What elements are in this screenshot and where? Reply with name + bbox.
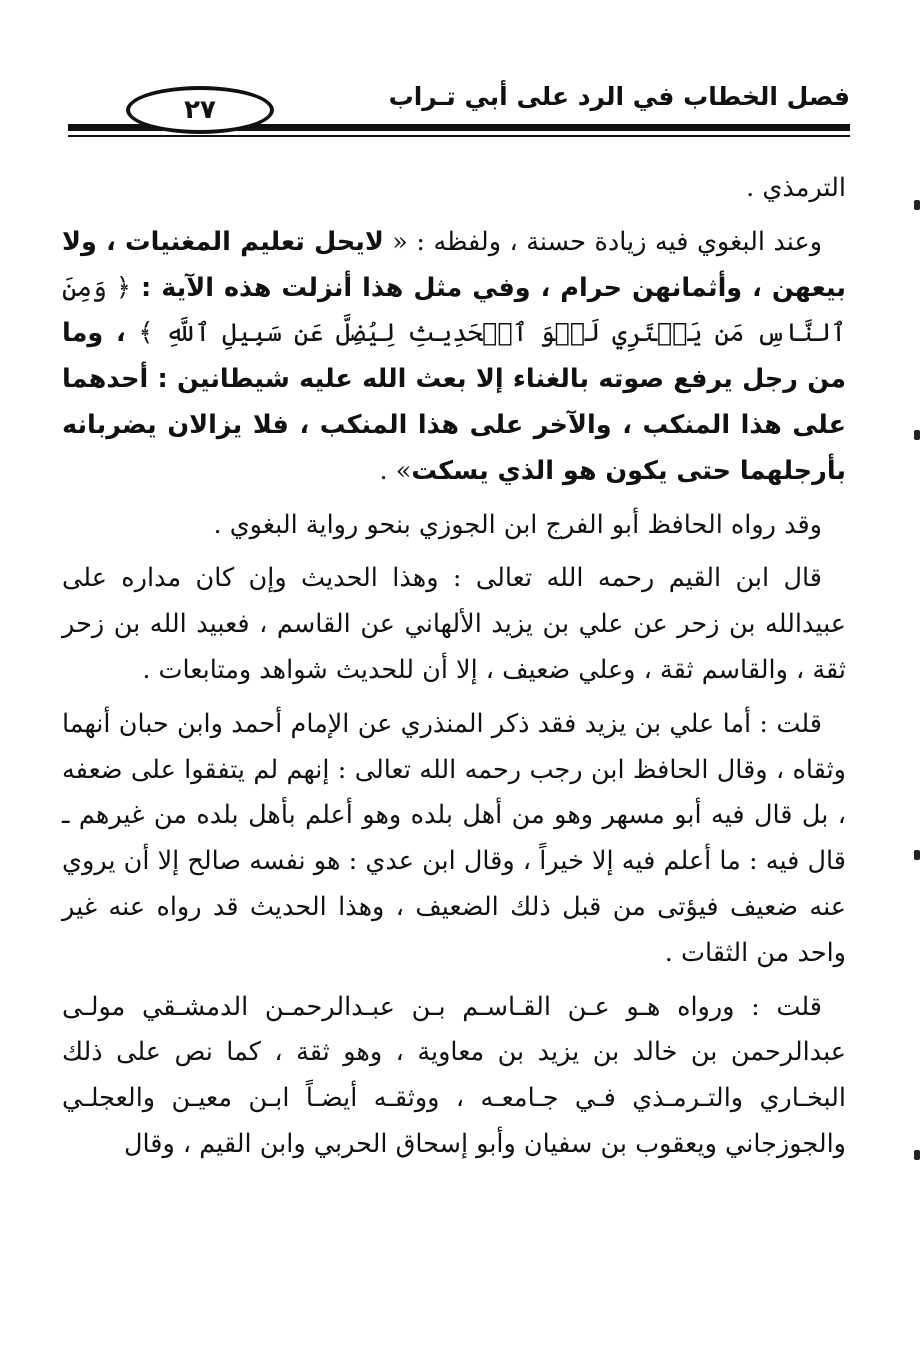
paragraph-hadith bbox=[62, 220, 846, 495]
margin-mark bbox=[914, 850, 920, 860]
margin-mark bbox=[914, 200, 920, 210]
page-header bbox=[60, 80, 850, 140]
paragraph-text: قلت : ورواه هـو عـن القـاسـم بـن عبـدالرحمـن الدمشـقي مولـى عبدالرحمن بن خالد بن يزيد بن معاوية ، وهو ثقة ، كما نص على ذلك البخـاري والتـرمـذي فـي جـامعـه ، ووثقـه أيضـاً ابـن معيـن والعجلـي والجوزجاني ويعقوب بن سفيان وأبو إسحاق الحربي وابن القيم ، وقال bbox=[62, 991, 846, 1159]
paragraph bbox=[62, 556, 846, 693]
page-body bbox=[62, 166, 846, 1176]
paragraph-text: وعند البغوي فيه زيادة حسنة ، ولفظه : « bbox=[383, 226, 823, 257]
paragraph bbox=[62, 702, 846, 977]
paragraph bbox=[62, 166, 846, 212]
page-number: ٢٧ bbox=[126, 86, 274, 134]
paragraph bbox=[62, 985, 846, 1168]
header-rule-thin bbox=[68, 135, 850, 137]
hadith-text: لايحل تعليم المغنيات ، ولا بيعهن ، وأثمانهن حرام ، وفي مثل هذا أنزلت هذه الآية : bbox=[62, 226, 847, 303]
running-title: فصل الخطاب في الرد على أبي تـراب bbox=[388, 82, 850, 111]
paragraph-text: قال ابن القيم رحمه الله تعالى : وهذا الحديث وإن كان مداره على عبيدالله بن زحر عن علي بن يزيد الألهاني عن القاسم ، فعبيد الله بن زحر ثقة ، والقاسم ثقة ، وعلي ضعيف ، إلا أن للحديث شواهد ومتابعات . bbox=[62, 563, 846, 685]
paragraph-text: وقد رواه الحافظ أبو الفرج ابن الجوزي بنحو رواية البغوي . bbox=[213, 509, 822, 540]
paragraph-text: الترمذي . bbox=[746, 173, 846, 203]
hadith-text: ، وما من رجل يرفع صوته بالغناء إلا بعث الله عليه شيطانين : أحدهما على هذا المنكب ، والآخر على هذا المنكب ، فلا يزالان يضربانه بأرجلهما حتى يكون هو الذي يسكت bbox=[62, 318, 846, 486]
margin-mark bbox=[914, 430, 920, 440]
margin-mark bbox=[914, 1150, 920, 1160]
paragraph-text: قلت : أما علي بن يزيد فقد ذكر المنذري عن الإمام أحمد وابن حبان أنهما وثقاه ، وقال الحافظ ابن رجب رحمه الله تعالى : إنهم لم يتفقوا على ضعفه ، بل قال فيه أبو مسهر وهو من أهل بلده وهو أعلم بأهل بلده من غيرهم ـ قال فيه : ما أعلم فيه إلا خيراً ، وقال ابن عدي : هو نفسه صالح إلا أن يروي عنه ضعيف فيؤتى من قبل ذلك الضعيف ، وهذا الحديث قد رواه عنه غير واحد من الثقات . bbox=[62, 708, 846, 968]
paragraph bbox=[62, 503, 846, 549]
paragraph-text: » . bbox=[379, 455, 412, 486]
quran-verse: ﴿ وَمِنَ ٱلنَّاسِ مَن يَشۡتَرِي لَهۡوَ ٱلۡحَدِيثِ لِيُضِلَّ عَن سَبِيلِ ٱللَّهِ ﴾ bbox=[62, 272, 847, 349]
